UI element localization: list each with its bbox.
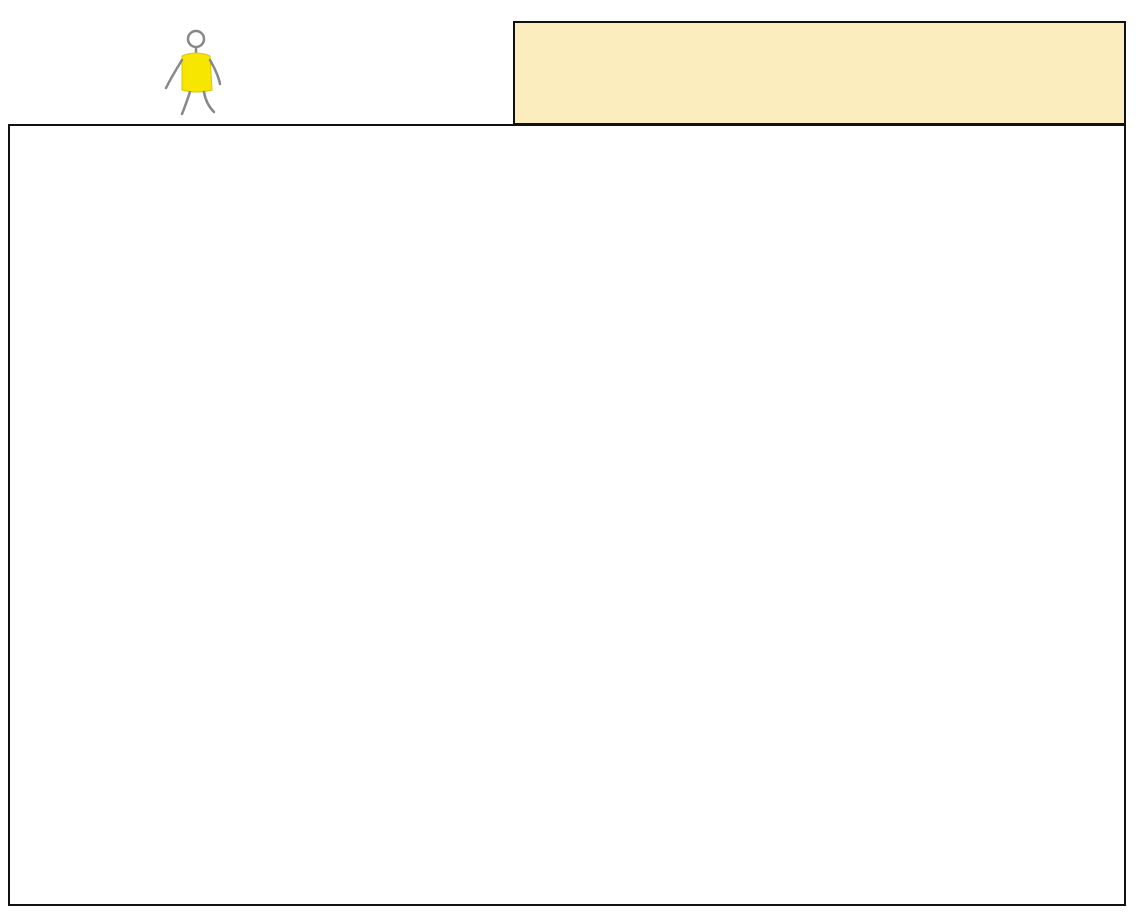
package-header (513, 21, 1126, 125)
brand-logo (158, 28, 388, 118)
child-vest-logo-icon (158, 28, 226, 118)
package-comparison-table (8, 124, 1126, 906)
